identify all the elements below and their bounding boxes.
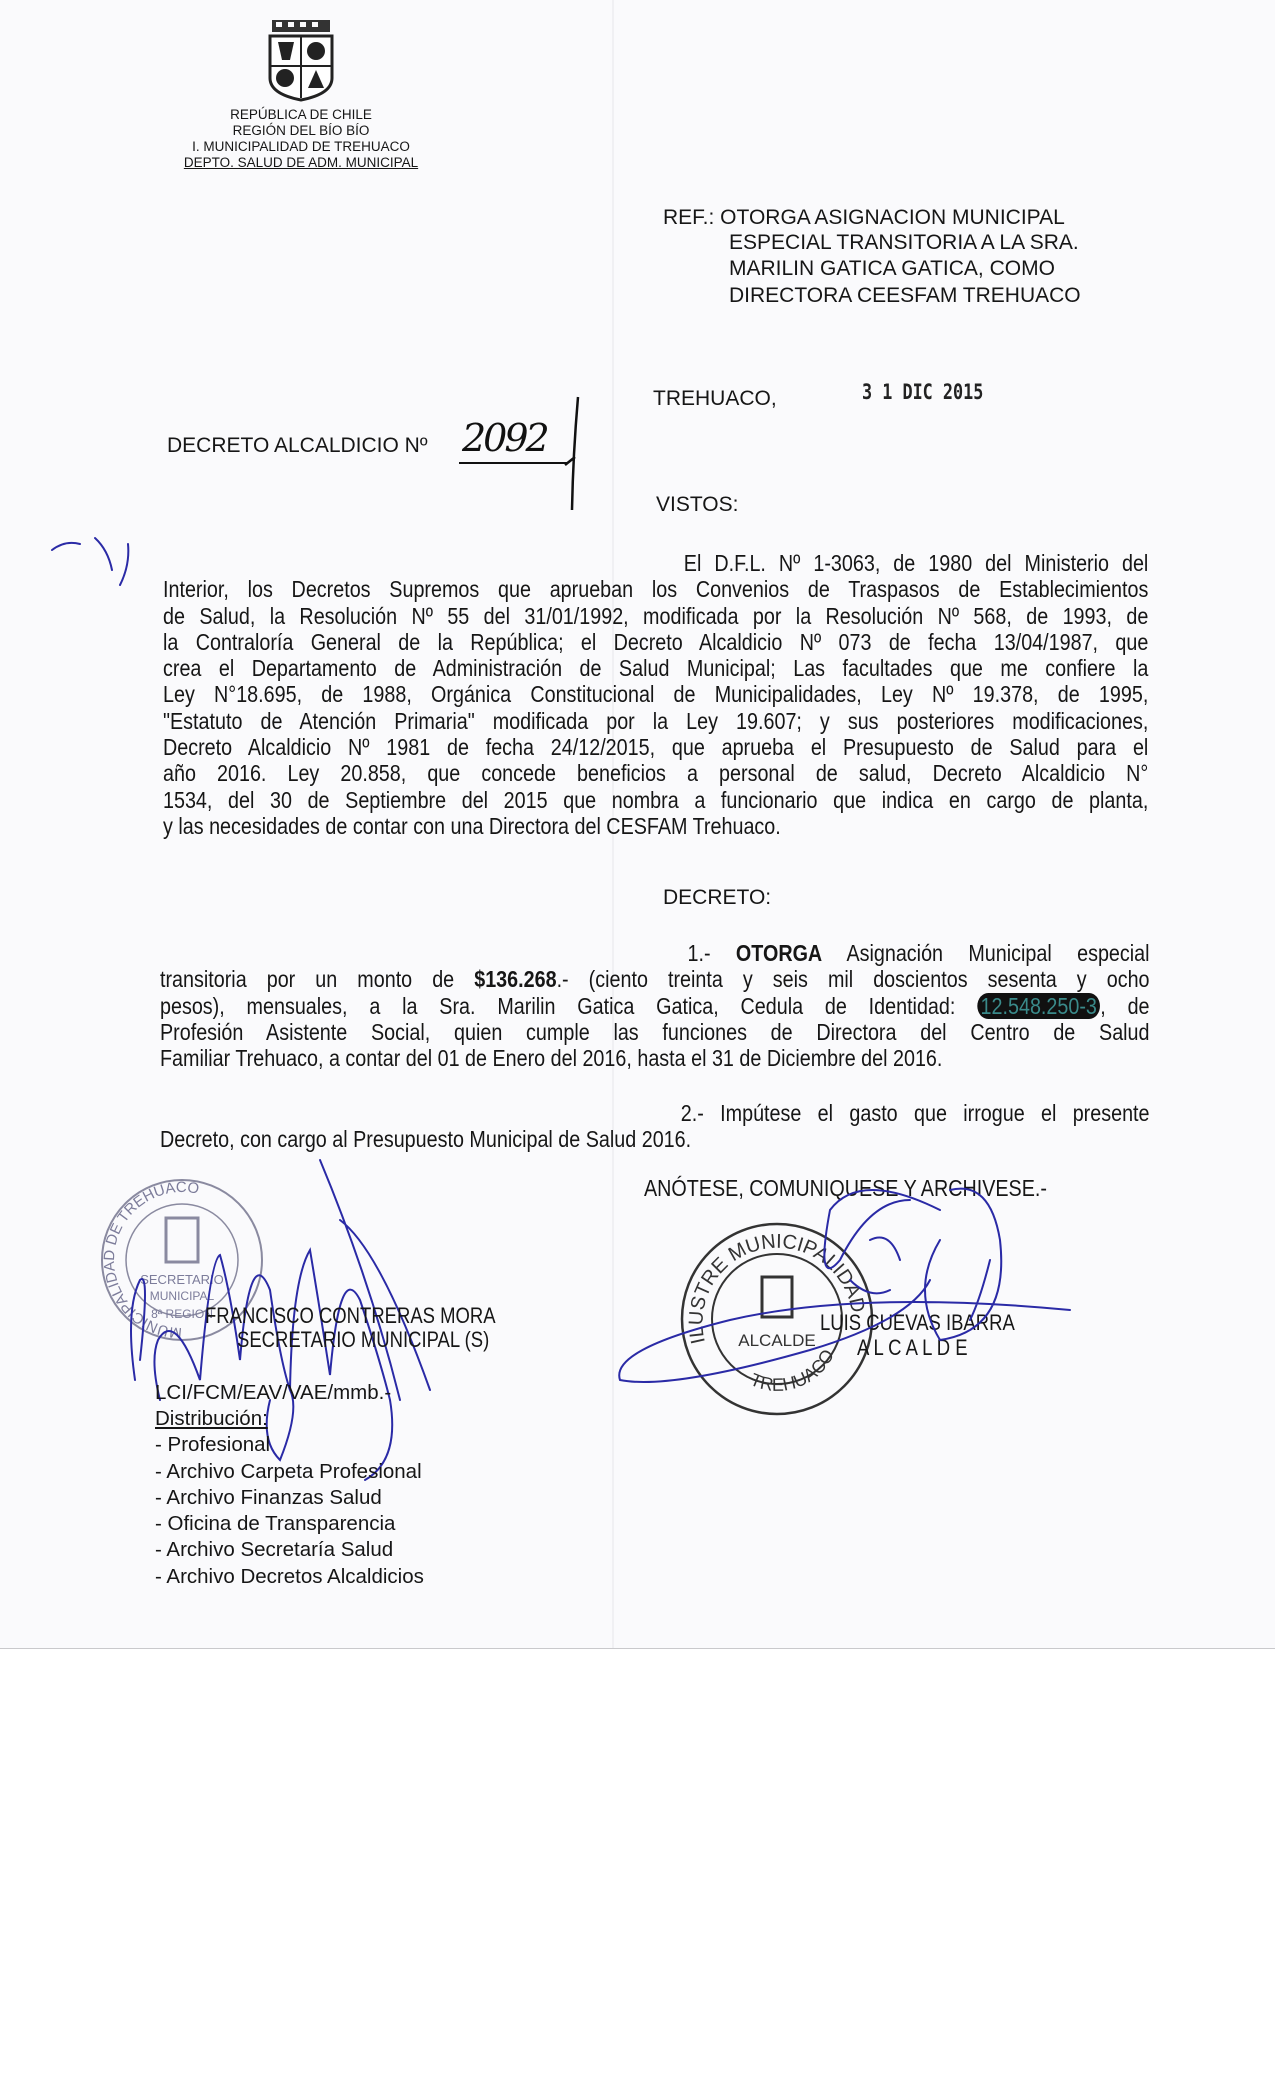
item-text: , de — [1100, 992, 1150, 1019]
item-text: .- (ciento treinta y seis mil doscientos sesenta y ocho — [556, 966, 1150, 993]
municipal-crest-logo — [264, 18, 338, 102]
distribution-item: - Archivo Carpeta Profesional — [155, 1459, 422, 1483]
vistos-line: Decreto Alcaldicio Nº 1981 de fecha 24/12/2015, que aprueba el Presupuesto de Salud para el — [163, 734, 1149, 761]
stamp-center-text: ALCALDE — [738, 1331, 816, 1350]
secretary-name: FRANCISCO CONTRERAS MORA — [205, 1303, 496, 1328]
vistos-line: y las necesidades de contar con una Directora del CESFAM Trehuaco. — [163, 812, 781, 839]
item-1-paragraph — [160, 940, 1150, 1071]
vistos-line: crea el Departamento de Administración de Salud Municipal; Las facultades que me confiere la — [163, 655, 1149, 682]
header-republic: REPÚBLICA DE CHILE — [230, 107, 372, 122]
distribution-item: - Archivo Secretaría Salud — [155, 1538, 394, 1562]
secretary-title: SECRETARIO MUNICIPAL (S) — [237, 1327, 490, 1352]
ref-line-1: REF.: OTORGA ASIGNACION MUNICIPAL — [663, 206, 1065, 229]
closing-formula: ANÓTESE, COMUNIQUESE Y ARCHIVESE.- — [644, 1175, 1047, 1201]
item-1-line — [688, 940, 1150, 966]
stamp-center-text: SECRETARIO — [140, 1272, 224, 1287]
decreto-heading: DECRETO: — [663, 886, 772, 909]
item-1-line — [160, 966, 1150, 992]
margin-pen-mark — [50, 530, 140, 590]
date-stamp: 3 1 DIC 2015 — [862, 380, 984, 404]
stamp-bottom-text: TREHUACO — [747, 1345, 839, 1395]
item-text: Asignación Municipal especial — [846, 940, 1150, 966]
vistos-line: de Salud, la Resolución Nº 55 del 31/01/1992, modificada por la Resolución Nº 568, de 1993, de — [163, 602, 1149, 629]
amount: $136.268 — [474, 966, 557, 993]
vistos-line: año 2016. Ley 20.858, que concede beneficios a personal de salud, Decreto Alcaldicio N° — [163, 760, 1149, 787]
vistos-line: El D.F.L. Nº 1-3063, de 1980 del Ministerio del — [683, 550, 1149, 576]
distribution-list — [155, 1406, 424, 1590]
distribution-item: - Archivo Decretos Alcaldicios — [155, 1564, 424, 1588]
item-verb: OTORGA — [735, 940, 823, 966]
ref-line-3: MARILIN GATICA GATICA, COMO — [729, 257, 1055, 280]
vistos-line: 1534, del 30 de Septiembre del 2015 que nombra a funcionario que indica en cargo de planta, — [163, 786, 1149, 813]
item-2-line: 2.- Impútese el gasto que irrogue el presente — [680, 1100, 1150, 1126]
mayor-name: LUIS CUEVAS IBARRA — [820, 1310, 1015, 1335]
distribution-item: - Profesional — [155, 1433, 271, 1457]
item-1-line: Familiar Trehuaco, a contar del 01 de Enero del 2016, hasta el 31 de Diciembre del 2016. — [160, 1045, 943, 1072]
stamp-ring-text: MUNICIPALIDAD DE TREHUACO — [100, 1178, 201, 1342]
stamp-lower-text: MUNICIPAL — [149, 1289, 215, 1303]
vistos-heading: VISTOS: — [656, 493, 739, 516]
vistos-line: "Estatuto de Atención Primaria" modificada por la Ley 19.607; y sus posteriores modificaciones, — [163, 707, 1149, 734]
decree-number-handwritten: 2092 — [462, 416, 547, 460]
distribution-item: - Archivo Finanzas Salud — [155, 1485, 382, 1509]
item-number: 1.- — [687, 940, 711, 966]
mayor-title: A L C A L D E — [857, 1335, 968, 1360]
vistos-line: Ley N°18.695, de 1988, Orgánica Constitucional de Municipalidades, Ley Nº 19.378, de 1995, — [163, 681, 1149, 708]
ref-line-4: DIRECTORA CEESFAM TREHUACO — [729, 284, 1081, 307]
item-text: transitoria por un monto de — [160, 966, 455, 993]
item-text: pesos), mensuales, a la Sra. Marilin Gatica Gatica, Cedula de Identidad: — [160, 992, 956, 1019]
ref-line-2: ESPECIAL TRANSITORIA A LA SRA. — [729, 231, 1079, 254]
item-2-line: Decreto, con cargo al Presupuesto Municipal de Salud 2016. — [160, 1126, 692, 1153]
item-2-paragraph — [160, 1100, 1150, 1153]
decree-label: DECRETO ALCALDICIO Nº — [167, 434, 428, 457]
mayor-signature — [610, 1180, 1070, 1410]
decree-number-underline — [455, 395, 585, 515]
redacted-id-number: 12.548.250-3 — [977, 993, 1100, 1019]
header-department: DEPTO. SALUD DE ADM. MUNICIPAL — [183, 155, 419, 170]
place-label: TREHUACO, — [653, 387, 777, 410]
vistos-line: Interior, los Decretos Supremos que aprueban los Convenios de Traspasos de Establecimientos — [163, 576, 1149, 603]
distribution-heading: Distribución: — [155, 1407, 268, 1430]
stamp-region-text: 8ª REGION — [151, 1307, 213, 1321]
stamp-ring-text: ILUSTRE MUNICIPALIDAD — [685, 1230, 869, 1346]
item-1-line: Profesión Asistente Social, quien cumple las funciones de Directora del Centro de Salud — [160, 1018, 1150, 1045]
header-municipality: I. MUNICIPALIDAD DE TREHUACO — [192, 139, 410, 154]
distribution-item: - Oficina de Transparencia — [155, 1512, 396, 1536]
document-initials: LCI/FCM/EAV/VAE/mmb.- — [155, 1381, 392, 1404]
header-region: REGIÓN DEL BÍO BÍO — [232, 123, 370, 138]
vistos-paragraph — [163, 550, 1148, 839]
item-1-line — [160, 993, 1150, 1019]
vistos-line: la Contraloría General de la República; el Decreto Alcaldicio Nº 073 de fecha 13/04/1987, que — [163, 628, 1149, 655]
